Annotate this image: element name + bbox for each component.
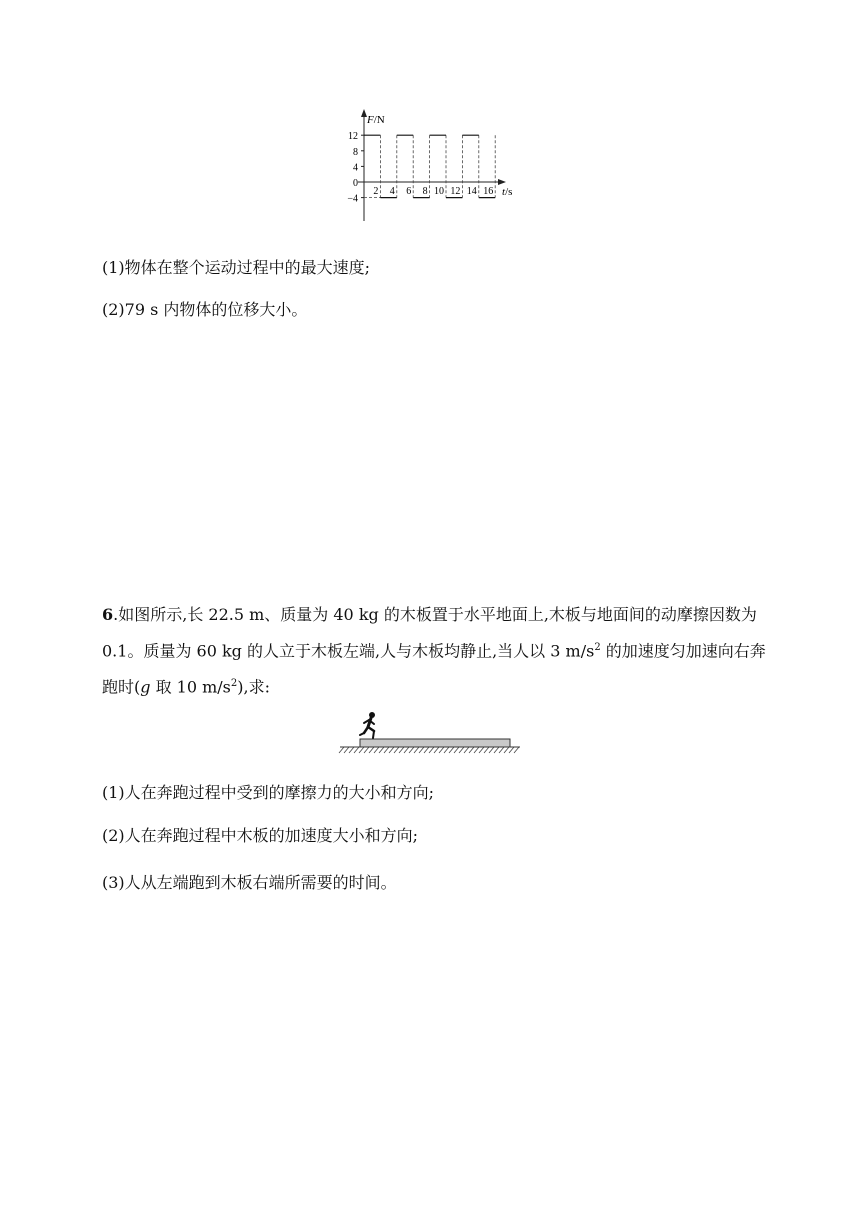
hatch-stroke [459,747,464,753]
runner-figure [360,712,375,738]
q6-part2: (2)人在奔跑过程中木板的加速度大小和方向; [102,826,419,845]
x-axis-arrow [498,179,506,185]
hatch-stroke [399,747,404,753]
hatch-stroke [509,747,514,753]
hatch-stroke [454,747,459,753]
hatch-stroke [354,747,359,753]
q6-number: 6 [102,605,114,624]
hatch-stroke [339,747,344,753]
q6-text-a: .如图所示,长 22.5 m、质量为 40 kg 的木板置于水平地面上,木板与地面间的动摩擦因数为 0.1。质量为 60 kg 的人立于木板左端,人与木板均静止,当人以 3 m/s [102,605,757,661]
hatch-stroke [514,747,519,753]
y-axis-title: F/N [367,114,385,126]
hatch-stroke [504,747,509,753]
plank [360,739,510,747]
x-tick-label: 2 [373,186,379,197]
runner-plank-diagram [338,708,524,758]
hatch-stroke [389,747,394,753]
hatch-stroke [384,747,389,753]
hatch-stroke [414,747,419,753]
ground-hatching [339,747,519,753]
y-tick-label: 8 [353,146,358,158]
x-tick-label: 8 [422,186,428,197]
q6-sup2: 2 [230,678,238,690]
hatch-stroke [479,747,484,753]
q6-sup: 2 [594,642,601,653]
y-tick-label: −4 [347,193,358,205]
q5-part2: (2)79 s 内物体的位移大小。 [102,300,308,319]
hatch-stroke [484,747,489,753]
hatch-stroke [419,747,424,753]
x-tick-label: 4 [389,186,395,197]
hatch-stroke [364,747,369,753]
q6-text-d: ),求: [237,677,271,697]
q5-part1: (1)物体在整个运动过程中的最大速度; [102,258,371,277]
hatch-stroke [409,747,414,753]
hatch-stroke [449,747,454,753]
hatch-stroke [494,747,499,753]
hatch-stroke [369,747,374,753]
hatch-stroke [359,747,364,753]
hatch-stroke [344,747,349,753]
hatch-stroke [379,747,384,753]
hatch-stroke [349,747,354,753]
hatch-stroke [434,747,439,753]
q6-part1: (1)人在奔跑过程中受到的摩擦力的大小和方向; [102,783,435,802]
hatch-stroke [374,747,379,753]
q6-text-b: 的加速度匀加速向右奔跑时( [102,641,766,697]
q6-part3: (3)人从左端跑到木板右端所需要的时间。 [102,873,397,892]
q6-text-c: 取 10 m/s [150,677,231,697]
hatch-stroke [464,747,469,753]
y-tick-label: 12 [348,131,358,143]
hatch-stroke [474,747,479,753]
q6-g-var: g [140,677,151,697]
q6-statement [102,598,772,704]
hatch-stroke [439,747,444,753]
force-time-chart [330,105,530,230]
hatch-stroke [424,747,429,753]
x-tick-label: 10 [434,186,444,197]
x-tick-label: 14 [466,186,477,197]
chart-layer [347,109,512,221]
hatch-stroke [469,747,474,753]
hatch-stroke [404,747,409,753]
hatch-stroke [394,747,399,753]
x-tick-label: 6 [406,186,412,197]
y-tick-label: 0 [353,178,358,189]
hatch-stroke [489,747,494,753]
hatch-stroke [444,747,449,753]
hatch-stroke [429,747,434,753]
x-tick-label: 16 [483,186,494,197]
y-tick-label: 4 [353,162,358,174]
x-tick-label: 12 [450,186,461,197]
hatch-stroke [499,747,504,753]
x-axis-title: t/s [502,186,513,198]
